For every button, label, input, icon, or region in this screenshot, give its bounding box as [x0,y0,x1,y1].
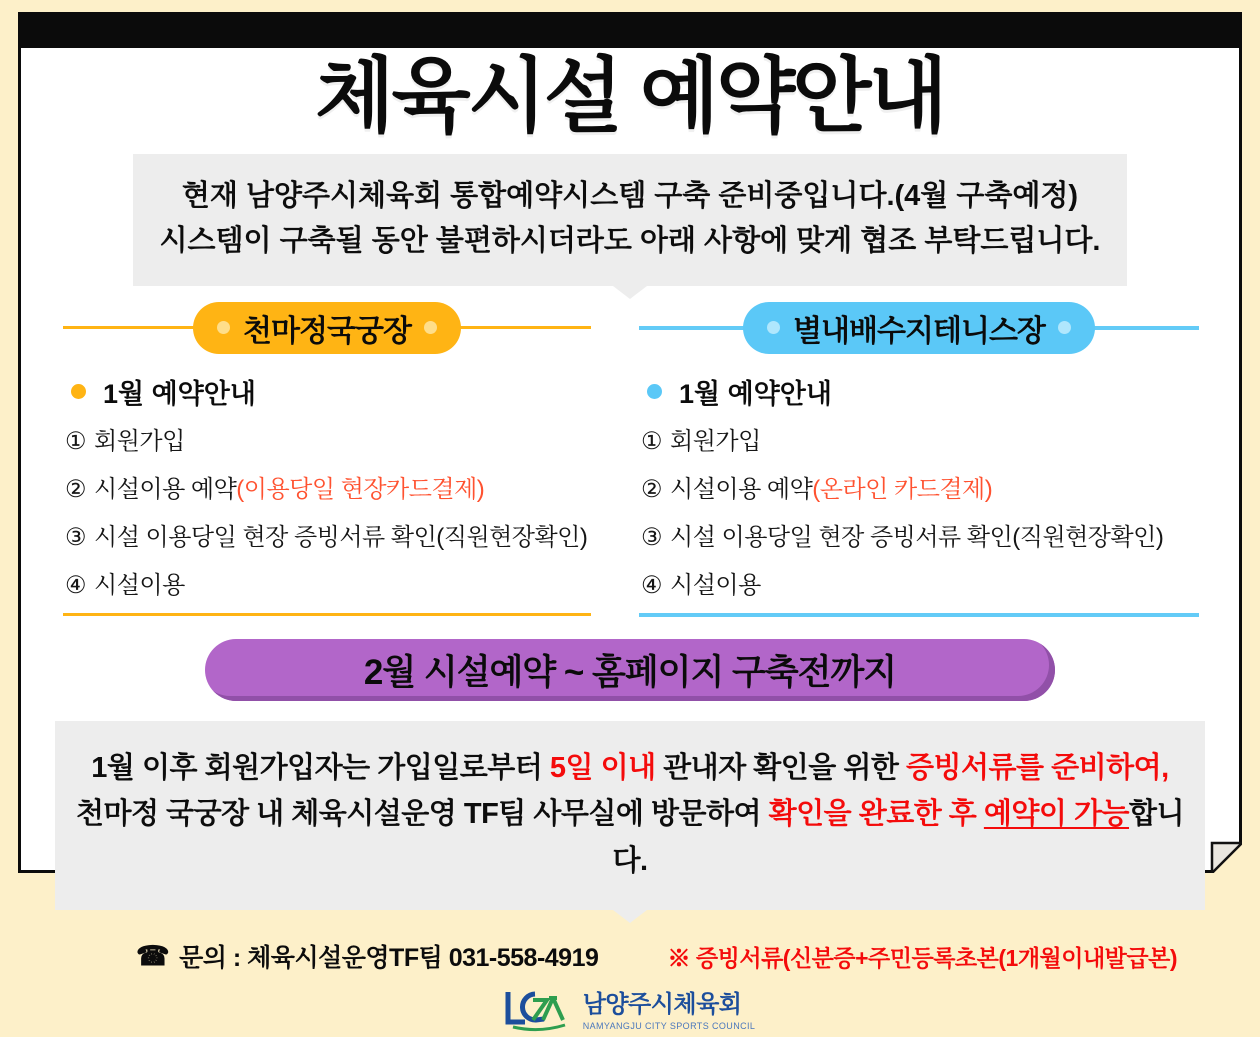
month-heading-label: 1월 예약안내 [679,378,832,409]
facility-badge-label: 별내배수지테니스장 [793,314,1045,348]
period-banner-label: 2월 시설예약 ~ 홈페이지 구축전까지 [363,652,897,692]
reservation-step: ② 시설이용 예약(온라인 카드결제) [641,475,993,503]
sports-council-logo-mark [505,986,571,1037]
notice-line-2: 시스템이 구축될 동안 불편하시더라도 아래 사항에 맞게 협조 부탁드립니다. [159,225,1101,258]
reservation-step: ① 회원가입 [641,427,761,455]
logo-name-english: NAMYANGJU CITY SPORTS COUNCIL [582,1020,756,1031]
facility-badge-byeollae [743,302,1095,354]
reservation-step: ③ 시설 이용당일 현장 증빙서류 확인(직원현장확인) [65,523,588,551]
system-notice-box [133,154,1127,286]
logo-text [583,992,756,1030]
month-heading [647,372,1199,411]
facility-badge-cheonmajeong [193,302,461,354]
footer-row [21,938,1239,974]
logo-name-korean: 남양주시체육회 [582,991,742,1019]
telephone-icon: ☎ [136,940,170,971]
facility-header [63,302,591,354]
badge-dot-right [424,321,437,334]
top-black-bar [21,12,1239,48]
month-heading [71,372,591,411]
facility-column-byeollae [639,302,1199,617]
reservation-step: ② 시설이용 예약(이용당일 현장카드결제) [65,475,485,503]
reservation-step: ④ 시설이용 [65,571,185,599]
contact-label: 문의 : 체육시설운영TF팀 031-558-4919 [179,944,599,973]
month-heading-label: 1월 예약안내 [103,378,256,409]
poster-panel [18,12,1242,1031]
facility-column-cheonmajeong [63,302,591,617]
info-line-2: 천마정 국궁장 내 체육시설운영 TF팀 사무실에 방문하여 확인을 완료한 후 예약이 가능합니다. [75,798,1185,877]
page-fold-corner-icon [1200,831,1242,873]
reservation-step: ④ 시설이용 [641,571,761,599]
facility-header [639,302,1199,354]
contact-info [136,938,598,974]
badge-dot-right [1058,321,1071,334]
reservation-step: ③ 시설 이용당일 현장 증빙서류 확인(직원현장확인) [641,523,1164,551]
badge-dot-left [217,321,230,334]
organization-logo [21,986,1239,1037]
february-period-banner [205,639,1055,701]
document-note: ※ 증빙서류(신분증+주민등록초본(1개월이내발급본) [667,944,1177,971]
badge-dot-left [767,321,780,334]
notice-line-1: 현재 남양주시체육회 통합예약시스템 구축 준비중입니다.(4월 구축예정) [181,180,1079,213]
membership-info-box [55,721,1205,910]
bullet-icon [71,384,86,399]
facility-badge-label: 천마정국궁장 [243,314,411,348]
reservation-steps [65,421,591,600]
info-line-1: 1월 이후 회원가입자는 가입일로부터 5일 이내 관내자 확인을 위한 증빙서류를 준비하여, [91,751,1169,784]
page-title: 체육시설 예약안내 [315,51,945,142]
accent-bottom-rule [639,613,1199,617]
bullet-icon [647,384,662,399]
facility-columns [21,302,1239,617]
reservation-step: ① 회원가입 [65,427,185,455]
reservation-steps [641,421,1199,600]
accent-bottom-rule [63,613,591,616]
